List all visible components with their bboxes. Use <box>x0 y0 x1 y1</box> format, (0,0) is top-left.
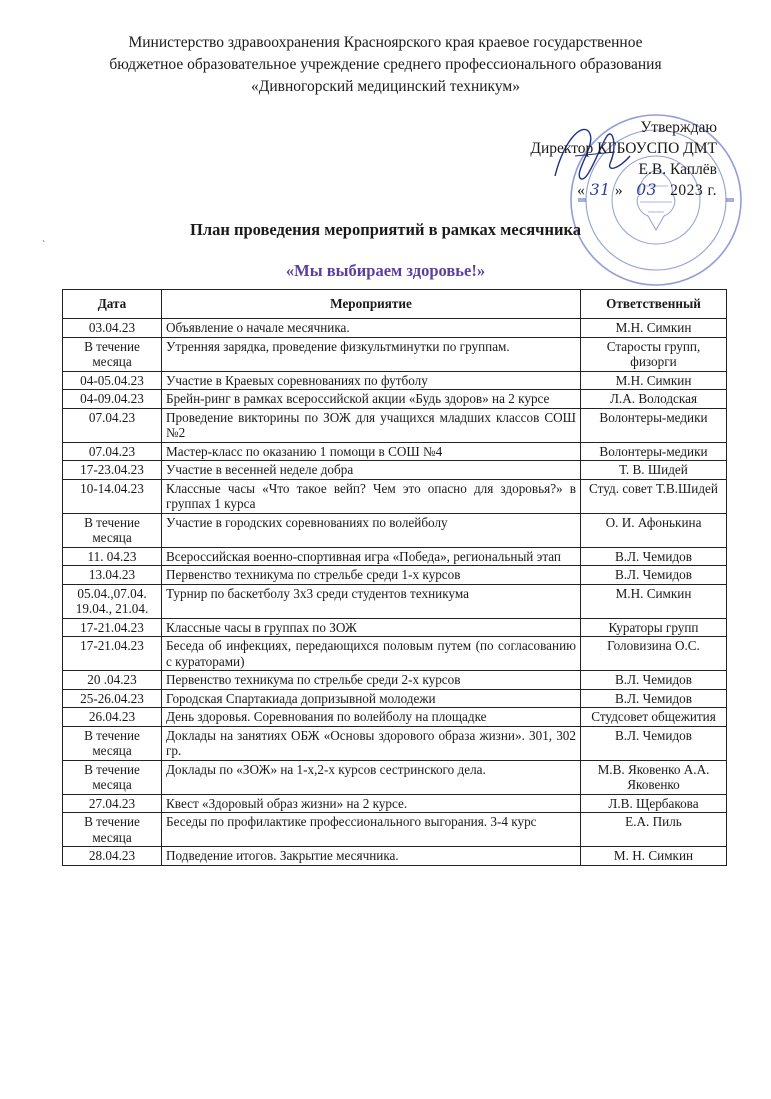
cell-responsible: Студсовет общежития <box>581 708 727 727</box>
approval-block <box>530 117 717 201</box>
cell-date: В течение месяца <box>63 726 162 760</box>
cell-responsible: Головизина О.С. <box>581 637 727 671</box>
cell-responsible: М.Н. Симкин <box>581 371 727 390</box>
page-subtitle: «Мы выбираем здоровье!» <box>285 261 486 280</box>
table-row <box>63 442 727 461</box>
cell-responsible: В.Л. Чемидов <box>581 689 727 708</box>
cell-responsible: М.В. Яковенко А.А. Яковенко <box>581 760 727 794</box>
cell-event: Доклады по «ЗОЖ» на 1-х,2-х курсов сестринского дела. <box>162 760 581 794</box>
cell-date: 05.04.,07.04. 19.04., 21.04. <box>63 584 162 618</box>
cell-event: Объявление о начале месячника. <box>162 319 581 338</box>
table-row <box>63 371 727 390</box>
cell-responsible: Е.А. Пиль <box>581 813 727 847</box>
table-row <box>63 479 727 513</box>
cell-date: 10-14.04.23 <box>63 479 162 513</box>
document-header <box>0 32 771 98</box>
header-line-2: бюджетное образовательное учреждение среднего профессионального образования <box>109 56 662 73</box>
table-row <box>63 637 727 671</box>
director-position: Директор КГБОУСПО ДМТ <box>530 140 717 157</box>
cell-date: 07.04.23 <box>63 408 162 442</box>
header-date: Дата <box>63 290 162 319</box>
table-row <box>63 408 727 442</box>
cell-date: 11. 04.23 <box>63 547 162 566</box>
cell-responsible: Кураторы групп <box>581 618 727 637</box>
cell-event: Первенство техникума по стрельбе среди 2-х курсов <box>162 671 581 690</box>
table-row <box>63 794 727 813</box>
cell-date: В течение месяца <box>63 337 162 371</box>
cell-date: В течение месяца <box>63 760 162 794</box>
cell-date: В течение месяца <box>63 513 162 547</box>
cell-date: В течение месяца <box>63 813 162 847</box>
cell-date: 17-23.04.23 <box>63 461 162 480</box>
table-row <box>63 337 727 371</box>
cell-date: 07.04.23 <box>63 442 162 461</box>
stray-mark: ` <box>42 240 46 251</box>
table-row <box>63 618 727 637</box>
cell-event: Участие в Краевых соревнованиях по футболу <box>162 371 581 390</box>
cell-event: Беседа об инфекциях, передающихся половым путем (по согласованию с кураторами) <box>162 637 581 671</box>
table-row <box>63 513 727 547</box>
table-row <box>63 390 727 409</box>
cell-event: Всероссийская военно-спортивная игра «Победа», региональный этап <box>162 547 581 566</box>
approval-year: 2023 г. <box>670 182 717 199</box>
cell-responsible: М.Н. Симкин <box>581 319 727 338</box>
cell-event: Квест «Здоровый образ жизни» на 2 курсе. <box>162 794 581 813</box>
cell-event: Первенство техникума по стрельбе среди 1-х курсов <box>162 566 581 585</box>
cell-responsible: М. Н. Симкин <box>581 847 727 866</box>
table-header-row <box>63 290 727 319</box>
cell-responsible: В.Л. Чемидов <box>581 726 727 760</box>
cell-responsible: Л.А. Володская <box>581 390 727 409</box>
cell-event: Участие в городских соревнованиях по волейболу <box>162 513 581 547</box>
table-row <box>63 566 727 585</box>
header-responsible: Ответственный <box>581 290 727 319</box>
cell-responsible: М.Н. Симкин <box>581 584 727 618</box>
cell-responsible: Студ. совет Т.В.Шидей <box>581 479 727 513</box>
cell-date: 26.04.23 <box>63 708 162 727</box>
cell-event: Утренняя зарядка, проведение физкультминутки по группам. <box>162 337 581 371</box>
page-title: План проведения мероприятий в рамках месячника <box>189 220 582 239</box>
cell-event: Брейн-ринг в рамках всероссийской акции «Будь здоров» на 2 курсе <box>162 390 581 409</box>
cell-date: 04-09.04.23 <box>63 390 162 409</box>
cell-event: Доклады на занятиях ОБЖ «Основы здорового образа жизни». 301, 302 гр. <box>162 726 581 760</box>
approve-label: Утверждаю <box>640 119 717 136</box>
cell-event: Подведение итогов. Закрытие месячника. <box>162 847 581 866</box>
table-row <box>63 547 727 566</box>
table-row <box>63 319 727 338</box>
cell-responsible: В.Л. Чемидов <box>581 566 727 585</box>
cell-event: Мастер-класс по оказанию 1 помощи в СОШ №4 <box>162 442 581 461</box>
table-row <box>63 760 727 794</box>
table-row <box>63 461 727 480</box>
cell-responsible: Волонтеры-медики <box>581 442 727 461</box>
table-row <box>63 813 727 847</box>
events-table <box>62 289 727 866</box>
approval-month: 03 <box>636 181 658 199</box>
cell-responsible: Волонтеры-медики <box>581 408 727 442</box>
header-line-1: Министерство здравоохранения Красноярского края краевое государственное <box>128 34 643 51</box>
header-event: Мероприятие <box>162 290 581 319</box>
cell-responsible: Старосты групп, физорги <box>581 337 727 371</box>
cell-date: 20 .04.23 <box>63 671 162 690</box>
cell-date: 04-05.04.23 <box>63 371 162 390</box>
cell-event: День здоровья. Соревнования по волейболу на площадке <box>162 708 581 727</box>
table-row <box>63 689 727 708</box>
cell-event: Городская Спартакиада допризывной молодежи <box>162 689 581 708</box>
approval-date: « 31 » 03 2023 г. <box>577 181 717 199</box>
director-name: Е.В. Каплёв <box>638 161 717 178</box>
cell-date: 28.04.23 <box>63 847 162 866</box>
header-line-3: «Дивногорский медицинский техникум» <box>251 78 520 95</box>
approval-day: 31 <box>589 181 611 199</box>
cell-responsible: В.Л. Чемидов <box>581 671 727 690</box>
cell-date: 17-21.04.23 <box>63 637 162 671</box>
cell-event: Участие в весенней неделе добра <box>162 461 581 480</box>
cell-date: 27.04.23 <box>63 794 162 813</box>
cell-date: 13.04.23 <box>63 566 162 585</box>
cell-event: Классные часы «Что такое вейп? Чем это опасно для здоровья?» в группах 1 курса <box>162 479 581 513</box>
table-row <box>63 847 727 866</box>
cell-date: 25-26.04.23 <box>63 689 162 708</box>
table-row <box>63 671 727 690</box>
cell-responsible: Л.В. Щербакова <box>581 794 727 813</box>
table-row <box>63 726 727 760</box>
cell-event: Проведение викторины по ЗОЖ для учащихся младших классов СОШ №2 <box>162 408 581 442</box>
cell-responsible: Т. В. Шидей <box>581 461 727 480</box>
table-row <box>63 584 727 618</box>
cell-date: 03.04.23 <box>63 319 162 338</box>
cell-responsible: О. И. Афонькина <box>581 513 727 547</box>
cell-event: Классные часы в группах по ЗОЖ <box>162 618 581 637</box>
cell-event: Беседы по профилактике профессионального выгорания. 3-4 курс <box>162 813 581 847</box>
table-row <box>63 708 727 727</box>
cell-date: 17-21.04.23 <box>63 618 162 637</box>
cell-responsible: В.Л. Чемидов <box>581 547 727 566</box>
cell-event: Турнир по баскетболу 3х3 среди студентов техникума <box>162 584 581 618</box>
